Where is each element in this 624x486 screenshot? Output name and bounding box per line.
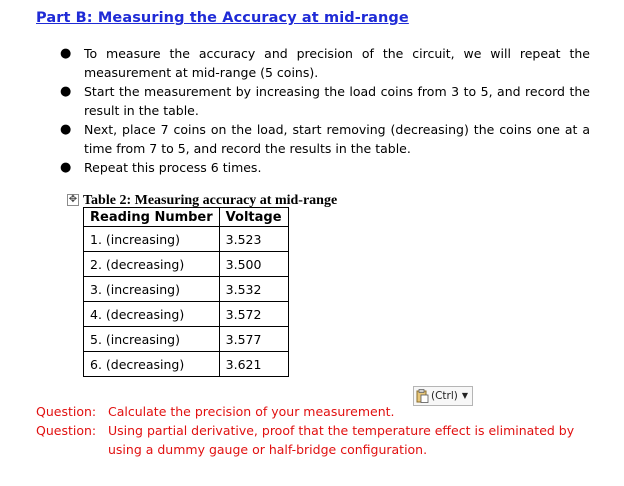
list-item (60, 82, 590, 120)
list-item-text: To measure the accuracy and precision of the circuit, we will repeat the measurement at mid-range (5 coins). (84, 46, 590, 80)
table-row (84, 352, 289, 377)
table-row (84, 227, 289, 252)
bullet-icon: ● (60, 46, 72, 61)
list-item (60, 120, 590, 158)
table-row (84, 302, 289, 327)
question-label: Question: (36, 404, 97, 419)
section-heading: Part B: Measuring the Accuracy at mid-range (36, 10, 409, 26)
paste-options-label: (Ctrl) (431, 390, 458, 402)
question-label: Question: (36, 423, 97, 438)
question-text: Using partial derivative, proof that the temperature effect is eliminated by using a dummy gauge or half-bridge configuration. (108, 423, 575, 457)
data-table (83, 207, 289, 377)
table-row (84, 327, 289, 352)
question-text: Calculate the precision of your measurement. (108, 404, 395, 419)
voltage-cell[interactable]: 3.621 (219, 352, 288, 377)
table-move-handle-icon[interactable]: ✥ (68, 194, 78, 205)
bullet-icon: ● (60, 84, 72, 99)
voltage-cell[interactable]: 3.572 (219, 302, 288, 327)
voltage-cell[interactable]: 3.532 (219, 277, 288, 302)
voltage-cell[interactable]: 3.577 (219, 327, 288, 352)
reading-cell[interactable]: 1. (increasing) (84, 227, 220, 252)
question-item (36, 402, 596, 421)
reading-cell[interactable]: 2. (decreasing) (84, 252, 220, 277)
table-row (84, 277, 289, 302)
list-item (60, 44, 590, 82)
reading-cell[interactable]: 5. (increasing) (84, 327, 220, 352)
questions-block (36, 402, 596, 459)
table-caption: Table 2: Measuring accuracy at mid-range (83, 193, 338, 208)
question-item (36, 421, 596, 459)
bullet-icon: ● (60, 160, 72, 175)
column-header-voltage[interactable]: Voltage (219, 208, 288, 227)
clipboard-icon (416, 389, 429, 403)
reading-cell[interactable]: 6. (decreasing) (84, 352, 220, 377)
list-item-text: Start the measurement by increasing the load coins from 3 to 5, and record the result in the table. (84, 84, 590, 118)
reading-cell[interactable]: 4. (decreasing) (84, 302, 220, 327)
list-item (60, 158, 590, 177)
instruction-list (60, 44, 590, 177)
list-item-text: Next, place 7 coins on the load, start removing (decreasing) the coins one at a time from 7 to 5, and record the results in the table. (84, 122, 590, 156)
chevron-down-icon: ▼ (461, 391, 469, 400)
list-item-text: Repeat this process 6 times. (84, 160, 262, 175)
table-header-row (84, 208, 289, 227)
bullet-icon: ● (60, 122, 72, 137)
voltage-cell[interactable]: 3.500 (219, 252, 288, 277)
voltage-cell[interactable]: 3.523 (219, 227, 288, 252)
column-header-reading[interactable]: Reading Number (84, 208, 220, 227)
reading-cell[interactable]: 3. (increasing) (84, 277, 220, 302)
table-row (84, 252, 289, 277)
